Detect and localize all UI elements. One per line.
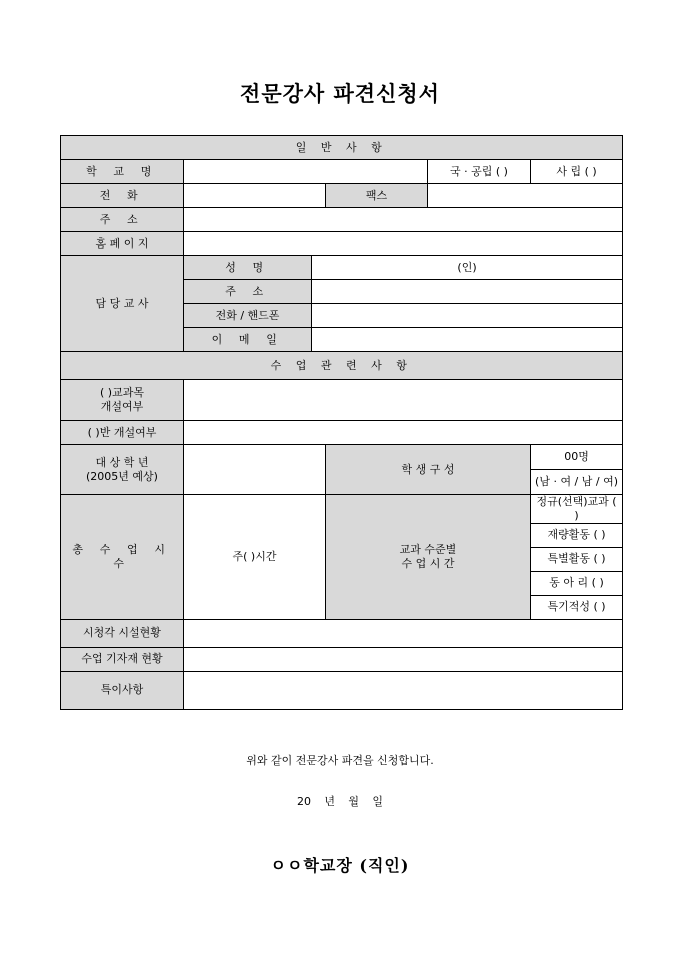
general-section-header: 일 반 사 항 xyxy=(61,136,623,160)
student-count[interactable]: 00명 xyxy=(531,445,623,470)
grade-label xyxy=(61,445,184,495)
date-line: 20 년 월 일 xyxy=(296,795,384,808)
equipment-field[interactable] xyxy=(184,647,623,671)
teacher-email-field[interactable] xyxy=(312,328,623,352)
weekly-hours-field[interactable]: 주( )시간 xyxy=(184,495,326,620)
application-form-table xyxy=(60,135,623,710)
public-school-option[interactable]: 국 · 공립 ( ) xyxy=(428,160,531,184)
class-open-field[interactable] xyxy=(184,421,623,445)
address-label: 주 소 xyxy=(61,208,184,232)
level-hours-label xyxy=(326,495,531,620)
principal-signature: ㅇㅇ학교장 (직인) xyxy=(270,856,410,875)
av-facilities-field[interactable] xyxy=(184,619,623,647)
level-item-aptitude[interactable]: 특기적성 ( ) xyxy=(531,595,623,619)
subject-open-field[interactable] xyxy=(184,380,623,421)
level-item-club[interactable]: 동 아 리 ( ) xyxy=(531,571,623,595)
fax-label: 팩스 xyxy=(326,184,428,208)
teacher-address-field[interactable] xyxy=(312,280,623,304)
school-name-field[interactable] xyxy=(184,160,428,184)
class-section-header: 수 업 관 련 사 항 xyxy=(61,352,623,380)
teacher-name-field[interactable] xyxy=(312,256,623,280)
level-item-regular[interactable]: 정규(선택)교과 ( ) xyxy=(531,495,623,524)
remarks-field[interactable] xyxy=(184,671,623,709)
teacher-phone-label: 전화 / 핸드폰 xyxy=(184,304,312,328)
teacher-email-label: 이 메 일 xyxy=(184,328,312,352)
seal-mark: (인) xyxy=(457,260,477,274)
level-hours-label-line1: 교과 수준별 xyxy=(399,543,457,556)
private-school-option[interactable]: 사 립 ( ) xyxy=(531,160,623,184)
grade-label-line2: (2005년 예상) xyxy=(86,469,158,483)
application-statement: 위와 같이 전문강사 파견을 신청합니다. xyxy=(246,754,434,767)
gender-composition[interactable]: (남 · 여 / 남 / 여) xyxy=(531,470,623,495)
homepage-label: 홈 페 이 지 xyxy=(61,232,184,256)
class-open-label: ( )반 개설여부 xyxy=(61,421,184,445)
equipment-label: 수업 기자재 현황 xyxy=(61,647,184,671)
av-facilities-label: 시청각 시설현황 xyxy=(61,619,184,647)
teacher-name-label: 성 명 xyxy=(184,256,312,280)
total-hours-label: 총 수 업 시 수 xyxy=(61,495,184,620)
teacher-label: 담 당 교 사 xyxy=(61,256,184,352)
composition-label: 학 생 구 성 xyxy=(326,445,531,495)
remarks-label: 특이사항 xyxy=(61,671,184,709)
phone-label: 전 화 xyxy=(61,184,184,208)
subject-open-label-line2: 개설여부 xyxy=(100,400,144,413)
level-item-special[interactable]: 특별활동 ( ) xyxy=(531,547,623,571)
subject-open-label-line1: ( )교과목 xyxy=(100,386,144,400)
teacher-phone-field[interactable] xyxy=(312,304,623,328)
grade-field[interactable] xyxy=(184,445,326,495)
phone-field[interactable] xyxy=(184,184,326,208)
grade-label-line1: 대 상 학 년 xyxy=(95,455,149,469)
address-field[interactable] xyxy=(184,208,623,232)
subject-open-label xyxy=(61,380,184,421)
level-hours-label-line2: 수 업 시 간 xyxy=(401,556,455,570)
school-name-label: 학 교 명 xyxy=(61,160,184,184)
teacher-address-label: 주 소 xyxy=(184,280,312,304)
level-item-discretionary[interactable]: 재량활동 ( ) xyxy=(531,523,623,547)
page-title: 전문강사 파견신청서 xyxy=(240,81,440,106)
fax-field[interactable] xyxy=(428,184,623,208)
homepage-field[interactable] xyxy=(184,232,623,256)
